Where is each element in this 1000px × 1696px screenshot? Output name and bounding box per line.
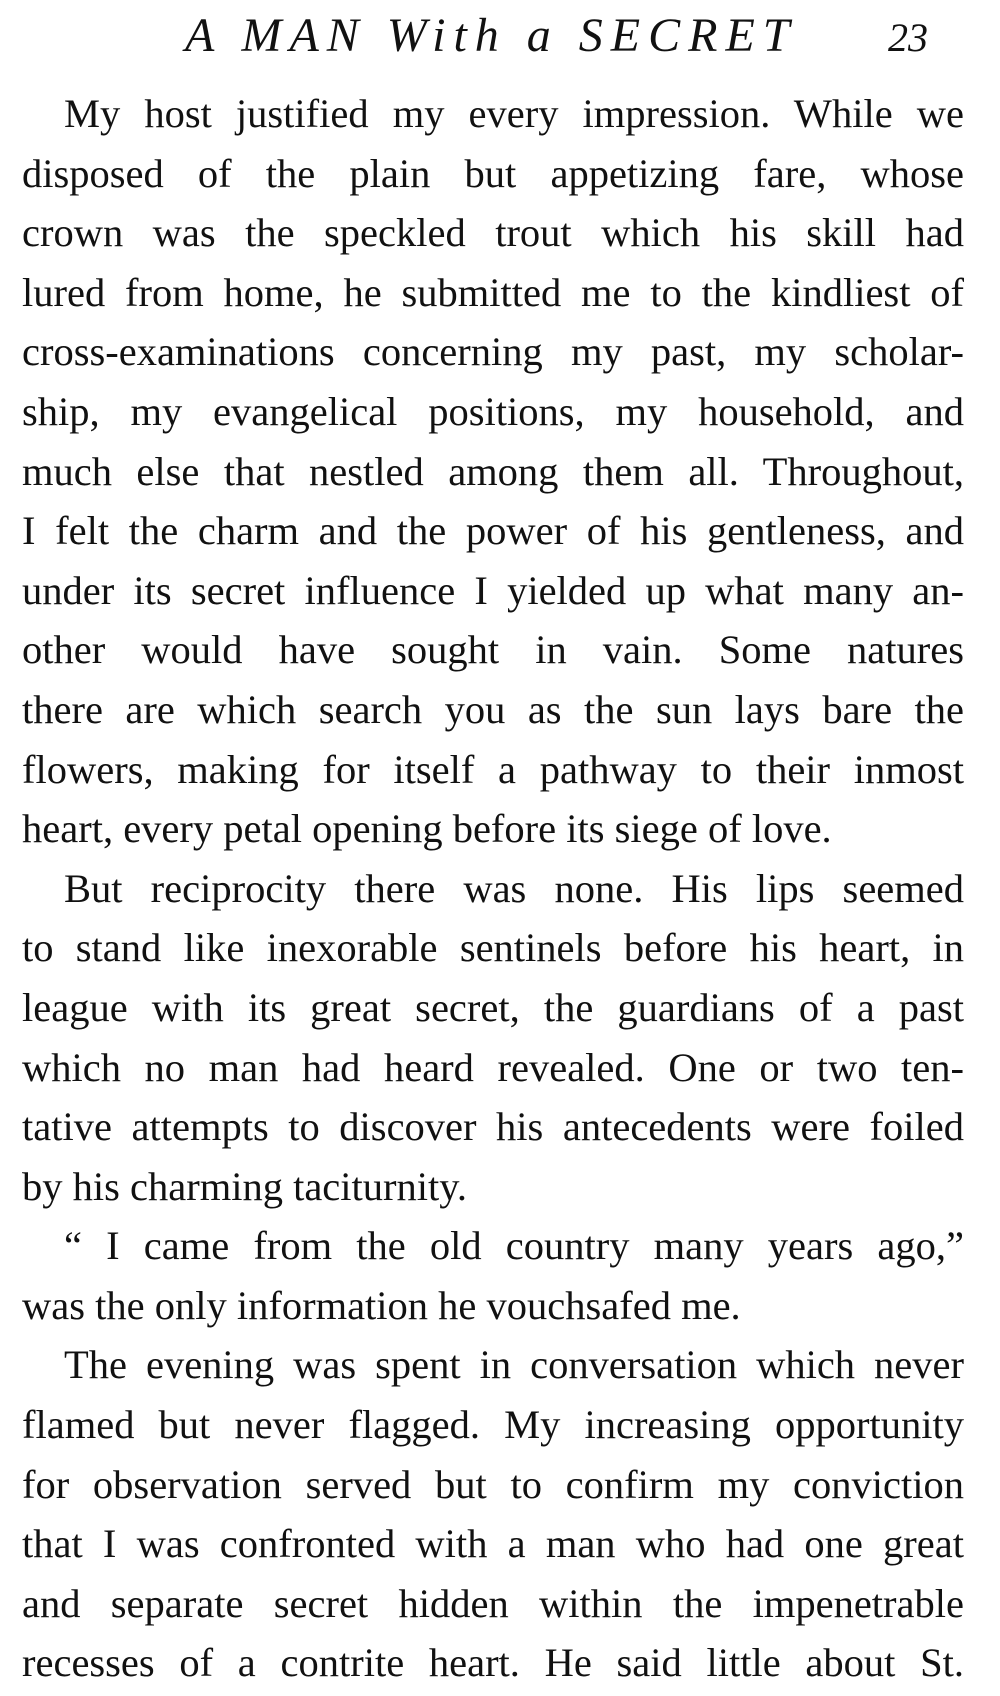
text-line: flamed but never flagged. My increasing opportunity xyxy=(22,1402,964,1448)
text-line: recesses of a contrite heart. He said little about St. xyxy=(22,1640,964,1686)
text-line: flowers, making for itself a pathway to their inmost xyxy=(22,746,964,792)
text-line: there are which search you as the sun lays bare the xyxy=(22,686,964,732)
text-line: other would have sought in vain. Some natures xyxy=(22,627,964,673)
text-line: to stand like inexorable sentinels before his heart, in xyxy=(22,925,964,971)
text-line: cross-examinations concerning my past, my scholar- xyxy=(22,329,964,375)
body-text xyxy=(22,84,964,1693)
text-line: under its secret influence I yielded up what many an- xyxy=(22,567,964,613)
text-line: ship, my evangelical positions, my household, and xyxy=(22,388,964,434)
text-line: league with its great secret, the guardians of a past xyxy=(22,984,964,1030)
text-line: which no man had heard revealed. One or two ten- xyxy=(22,1044,964,1090)
text-line: crown was the speckled trout which his skill had xyxy=(22,210,964,256)
text-line: for observation served but to confirm my conviction xyxy=(22,1461,964,1507)
text-line: much else that nestled among them all. Throughout, xyxy=(22,448,964,494)
text-line: But reciprocity there was none. His lips seemed xyxy=(64,865,964,911)
running-head xyxy=(0,6,1000,76)
text-line: lured from home, he submitted me to the kindliest of xyxy=(22,269,964,315)
text-line: that I was confronted with a man who had one great xyxy=(22,1521,964,1567)
text-line: heart, every petal opening before its siege of love. xyxy=(22,806,832,852)
text-line: tative attempts to discover his antecedents were foiled xyxy=(22,1104,964,1150)
text-line: The evening was spent in conversation which never xyxy=(64,1342,964,1388)
text-line: by his charming taciturnity. xyxy=(22,1163,468,1209)
running-title: A MAN With a SECRET xyxy=(185,9,798,62)
text-line: My host justified my every impression. While we xyxy=(64,91,964,136)
page-number: 23 xyxy=(888,15,928,60)
text-line: “ I came from the old country many years ago,” xyxy=(64,1223,964,1269)
text-line: I felt the charm and the power of his gentleness, and xyxy=(22,508,964,554)
text-line: and separate secret hidden within the impenetrable xyxy=(22,1580,964,1626)
text-line: was the only information he vouchsafed me. xyxy=(22,1282,741,1328)
text-line: disposed of the plain but appetizing fare, whose xyxy=(22,150,964,196)
